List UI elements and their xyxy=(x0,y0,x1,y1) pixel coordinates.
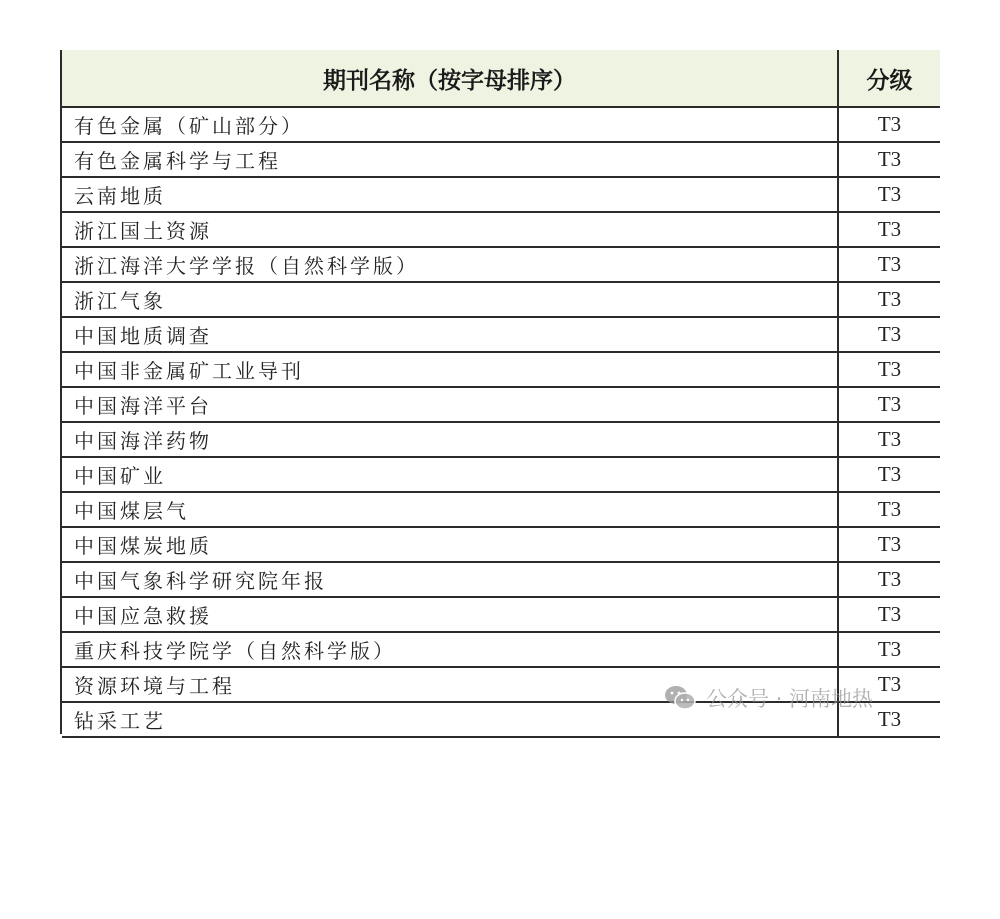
table-row xyxy=(62,492,940,527)
table-row xyxy=(62,597,940,632)
table-row xyxy=(62,177,940,212)
grade-cell: T3 xyxy=(838,667,940,702)
grade-cell: T3 xyxy=(838,107,940,142)
grade-cell: T3 xyxy=(838,352,940,387)
journal-name-cell: 重庆科技学院学（自然科学版） xyxy=(62,632,838,667)
grade-cell: T3 xyxy=(838,597,940,632)
grade-cell: T3 xyxy=(838,562,940,597)
grade-cell: T3 xyxy=(838,422,940,457)
grade-cell: T3 xyxy=(838,177,940,212)
header-journal-name: 期刊名称（按字母排序） xyxy=(62,50,838,107)
table-row xyxy=(62,142,940,177)
table-row xyxy=(62,387,940,422)
table-row xyxy=(62,247,940,282)
journal-name-cell: 云南地质 xyxy=(62,177,838,212)
header-grade: 分级 xyxy=(838,50,940,107)
grade-cell: T3 xyxy=(838,212,940,247)
table-row xyxy=(62,317,940,352)
grade-cell: T3 xyxy=(838,387,940,422)
journal-name-cell: 中国气象科学研究院年报 xyxy=(62,562,838,597)
grade-cell: T3 xyxy=(838,457,940,492)
table-row xyxy=(62,352,940,387)
grade-cell: T3 xyxy=(838,492,940,527)
table-row xyxy=(62,282,940,317)
table-row xyxy=(62,457,940,492)
journal-name-cell: 中国煤层气 xyxy=(62,492,838,527)
table-header-row xyxy=(62,50,940,107)
journal-name-cell: 中国海洋平台 xyxy=(62,387,838,422)
grade-cell: T3 xyxy=(838,632,940,667)
grade-cell: T3 xyxy=(838,142,940,177)
journal-name-cell: 中国非金属矿工业导刊 xyxy=(62,352,838,387)
grade-cell: T3 xyxy=(838,527,940,562)
journal-name-cell: 中国矿业 xyxy=(62,457,838,492)
journal-table xyxy=(62,50,940,738)
table-row xyxy=(62,422,940,457)
table-row xyxy=(62,212,940,247)
journal-table-container xyxy=(62,50,938,738)
table-row xyxy=(62,632,940,667)
watermark-text: 公众号 · 河南地热 xyxy=(706,687,874,711)
journal-name-cell: 浙江海洋大学学报（自然科学版） xyxy=(62,247,838,282)
journal-name-cell: 资源环境与工程 xyxy=(62,667,838,702)
grade-cell: T3 xyxy=(838,702,940,737)
journal-name-cell: 中国海洋药物 xyxy=(62,422,838,457)
grade-cell: T3 xyxy=(838,247,940,282)
journal-name-cell: 中国地质调查 xyxy=(62,317,838,352)
table-body xyxy=(62,107,940,737)
table-row xyxy=(62,107,940,142)
grade-cell: T3 xyxy=(838,317,940,352)
journal-name-cell: 浙江气象 xyxy=(62,282,838,317)
table-row xyxy=(62,527,940,562)
journal-name-cell: 浙江国土资源 xyxy=(62,212,838,247)
journal-name-cell: 有色金属科学与工程 xyxy=(62,142,838,177)
table-row xyxy=(62,562,940,597)
grade-cell: T3 xyxy=(838,282,940,317)
journal-name-cell: 钻采工艺 xyxy=(62,702,838,737)
journal-name-cell: 中国应急救援 xyxy=(62,597,838,632)
journal-name-cell: 有色金属（矿山部分） xyxy=(62,107,838,142)
journal-name-cell: 中国煤炭地质 xyxy=(62,527,838,562)
table-row xyxy=(62,702,940,737)
table-row xyxy=(62,667,940,702)
